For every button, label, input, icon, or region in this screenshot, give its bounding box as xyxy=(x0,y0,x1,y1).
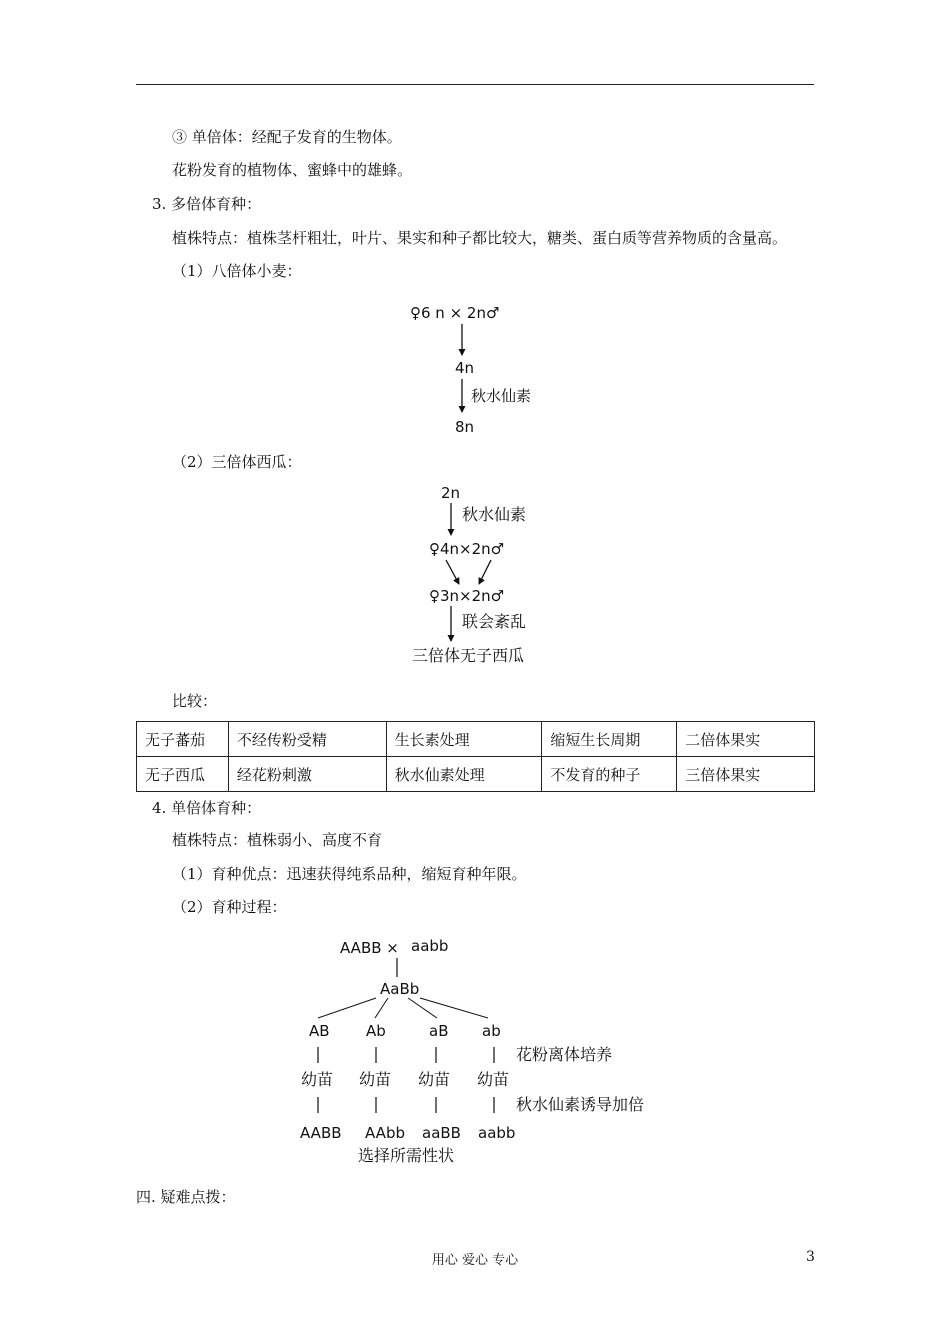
seedling: 幼苗 xyxy=(301,1070,334,1089)
genotype: AABB xyxy=(300,1124,342,1142)
seedling: 幼苗 xyxy=(359,1070,392,1089)
melon-arrow-2 xyxy=(446,560,459,584)
process-heading: （2）育种过程： xyxy=(172,898,287,916)
table-cell: 无子西瓜 xyxy=(137,757,229,792)
seedling: 幼苗 xyxy=(477,1070,510,1089)
wheat-cross: ♀6 n × 2n♂ xyxy=(410,304,500,322)
gamete: AB xyxy=(309,1022,330,1040)
melon-result: 三倍体无子西瓜 xyxy=(412,646,525,665)
table-cell: 三倍体果实 xyxy=(677,757,815,792)
section-3-heading: 3. 多倍体育种： xyxy=(152,195,262,213)
genotype: aaBB xyxy=(422,1124,461,1142)
table-cell: 秋水仙素处理 xyxy=(386,757,542,792)
genotype: aabb xyxy=(478,1124,516,1142)
table-cell: 二倍体果实 xyxy=(677,722,815,757)
table-row xyxy=(137,722,815,757)
selection-label: 选择所需性状 xyxy=(358,1146,455,1165)
step2-label: 秋水仙素诱导加倍 xyxy=(516,1095,645,1114)
haploid-branch xyxy=(375,998,388,1018)
advantage-line: （1）育种优点：迅速获得纯系品种，缩短育种年限。 xyxy=(172,865,527,883)
section-iv-heading: 四. 疑难点拨： xyxy=(136,1188,236,1206)
table-cell: 生长素处理 xyxy=(386,722,542,757)
table-cell: 不发育的种子 xyxy=(542,757,677,792)
seedling: 幼苗 xyxy=(418,1070,451,1089)
section-4-heading: 4. 单倍体育种： xyxy=(152,799,262,817)
melon-treatment: 秋水仙素 xyxy=(462,505,527,524)
melon-cross-4n: ♀4n×2n♂ xyxy=(429,540,505,558)
haploid-example: 花粉发育的植物体、蜜蜂中的雄蜂。 xyxy=(172,161,413,179)
haploid-cross-right: aabb xyxy=(411,937,449,955)
haploid-branch xyxy=(318,998,376,1018)
wheat-4n: 4n xyxy=(455,359,475,377)
melon-2n: 2n xyxy=(441,484,461,502)
table-cell: 缩短生长周期 xyxy=(542,722,677,757)
table-cell: 经花粉刺激 xyxy=(228,757,386,792)
compare-label: 比较： xyxy=(172,692,218,710)
polyploid-features: 植株特点：植株茎杆粗壮，叶片、果实和种子都比较大，糖类、蛋白质等营养物质的含量高。 xyxy=(172,229,788,247)
gamete: Ab xyxy=(366,1022,386,1040)
table-row xyxy=(137,757,815,792)
genotype: AAbb xyxy=(365,1124,405,1142)
melon-heading: （2）三倍体西瓜： xyxy=(172,453,302,471)
wheat-treatment: 秋水仙素 xyxy=(471,387,532,405)
haploid-cross-left: AABB × xyxy=(340,939,399,957)
step1-label: 花粉离体培养 xyxy=(516,1045,613,1064)
gamete: ab xyxy=(482,1022,501,1040)
haploid-definition: ③ 单倍体：经配子发育的生物体。 xyxy=(172,128,402,146)
comparison-table xyxy=(136,721,815,792)
page-footer: 用心 爱心 专心 xyxy=(431,1253,519,1268)
haploid-f1: AaBb xyxy=(380,980,420,998)
gamete: aB xyxy=(429,1022,449,1040)
melon-arrow-3 xyxy=(479,560,491,584)
wheat-8n: 8n xyxy=(455,418,475,436)
table-cell: 不经传粉受精 xyxy=(228,722,386,757)
wheat-heading: （1）八倍体小麦： xyxy=(172,262,302,280)
melon-reason: 联会紊乱 xyxy=(462,612,527,631)
haploid-features: 植株特点：植株弱小、高度不育 xyxy=(172,831,383,849)
page-number: 3 xyxy=(806,1249,815,1265)
haploid-branch xyxy=(420,998,488,1018)
table-cell: 无子蕃茄 xyxy=(137,722,229,757)
haploid-branch xyxy=(408,998,437,1018)
melon-cross-3n: ♀3n×2n♂ xyxy=(429,587,505,605)
header-rule xyxy=(136,84,814,85)
